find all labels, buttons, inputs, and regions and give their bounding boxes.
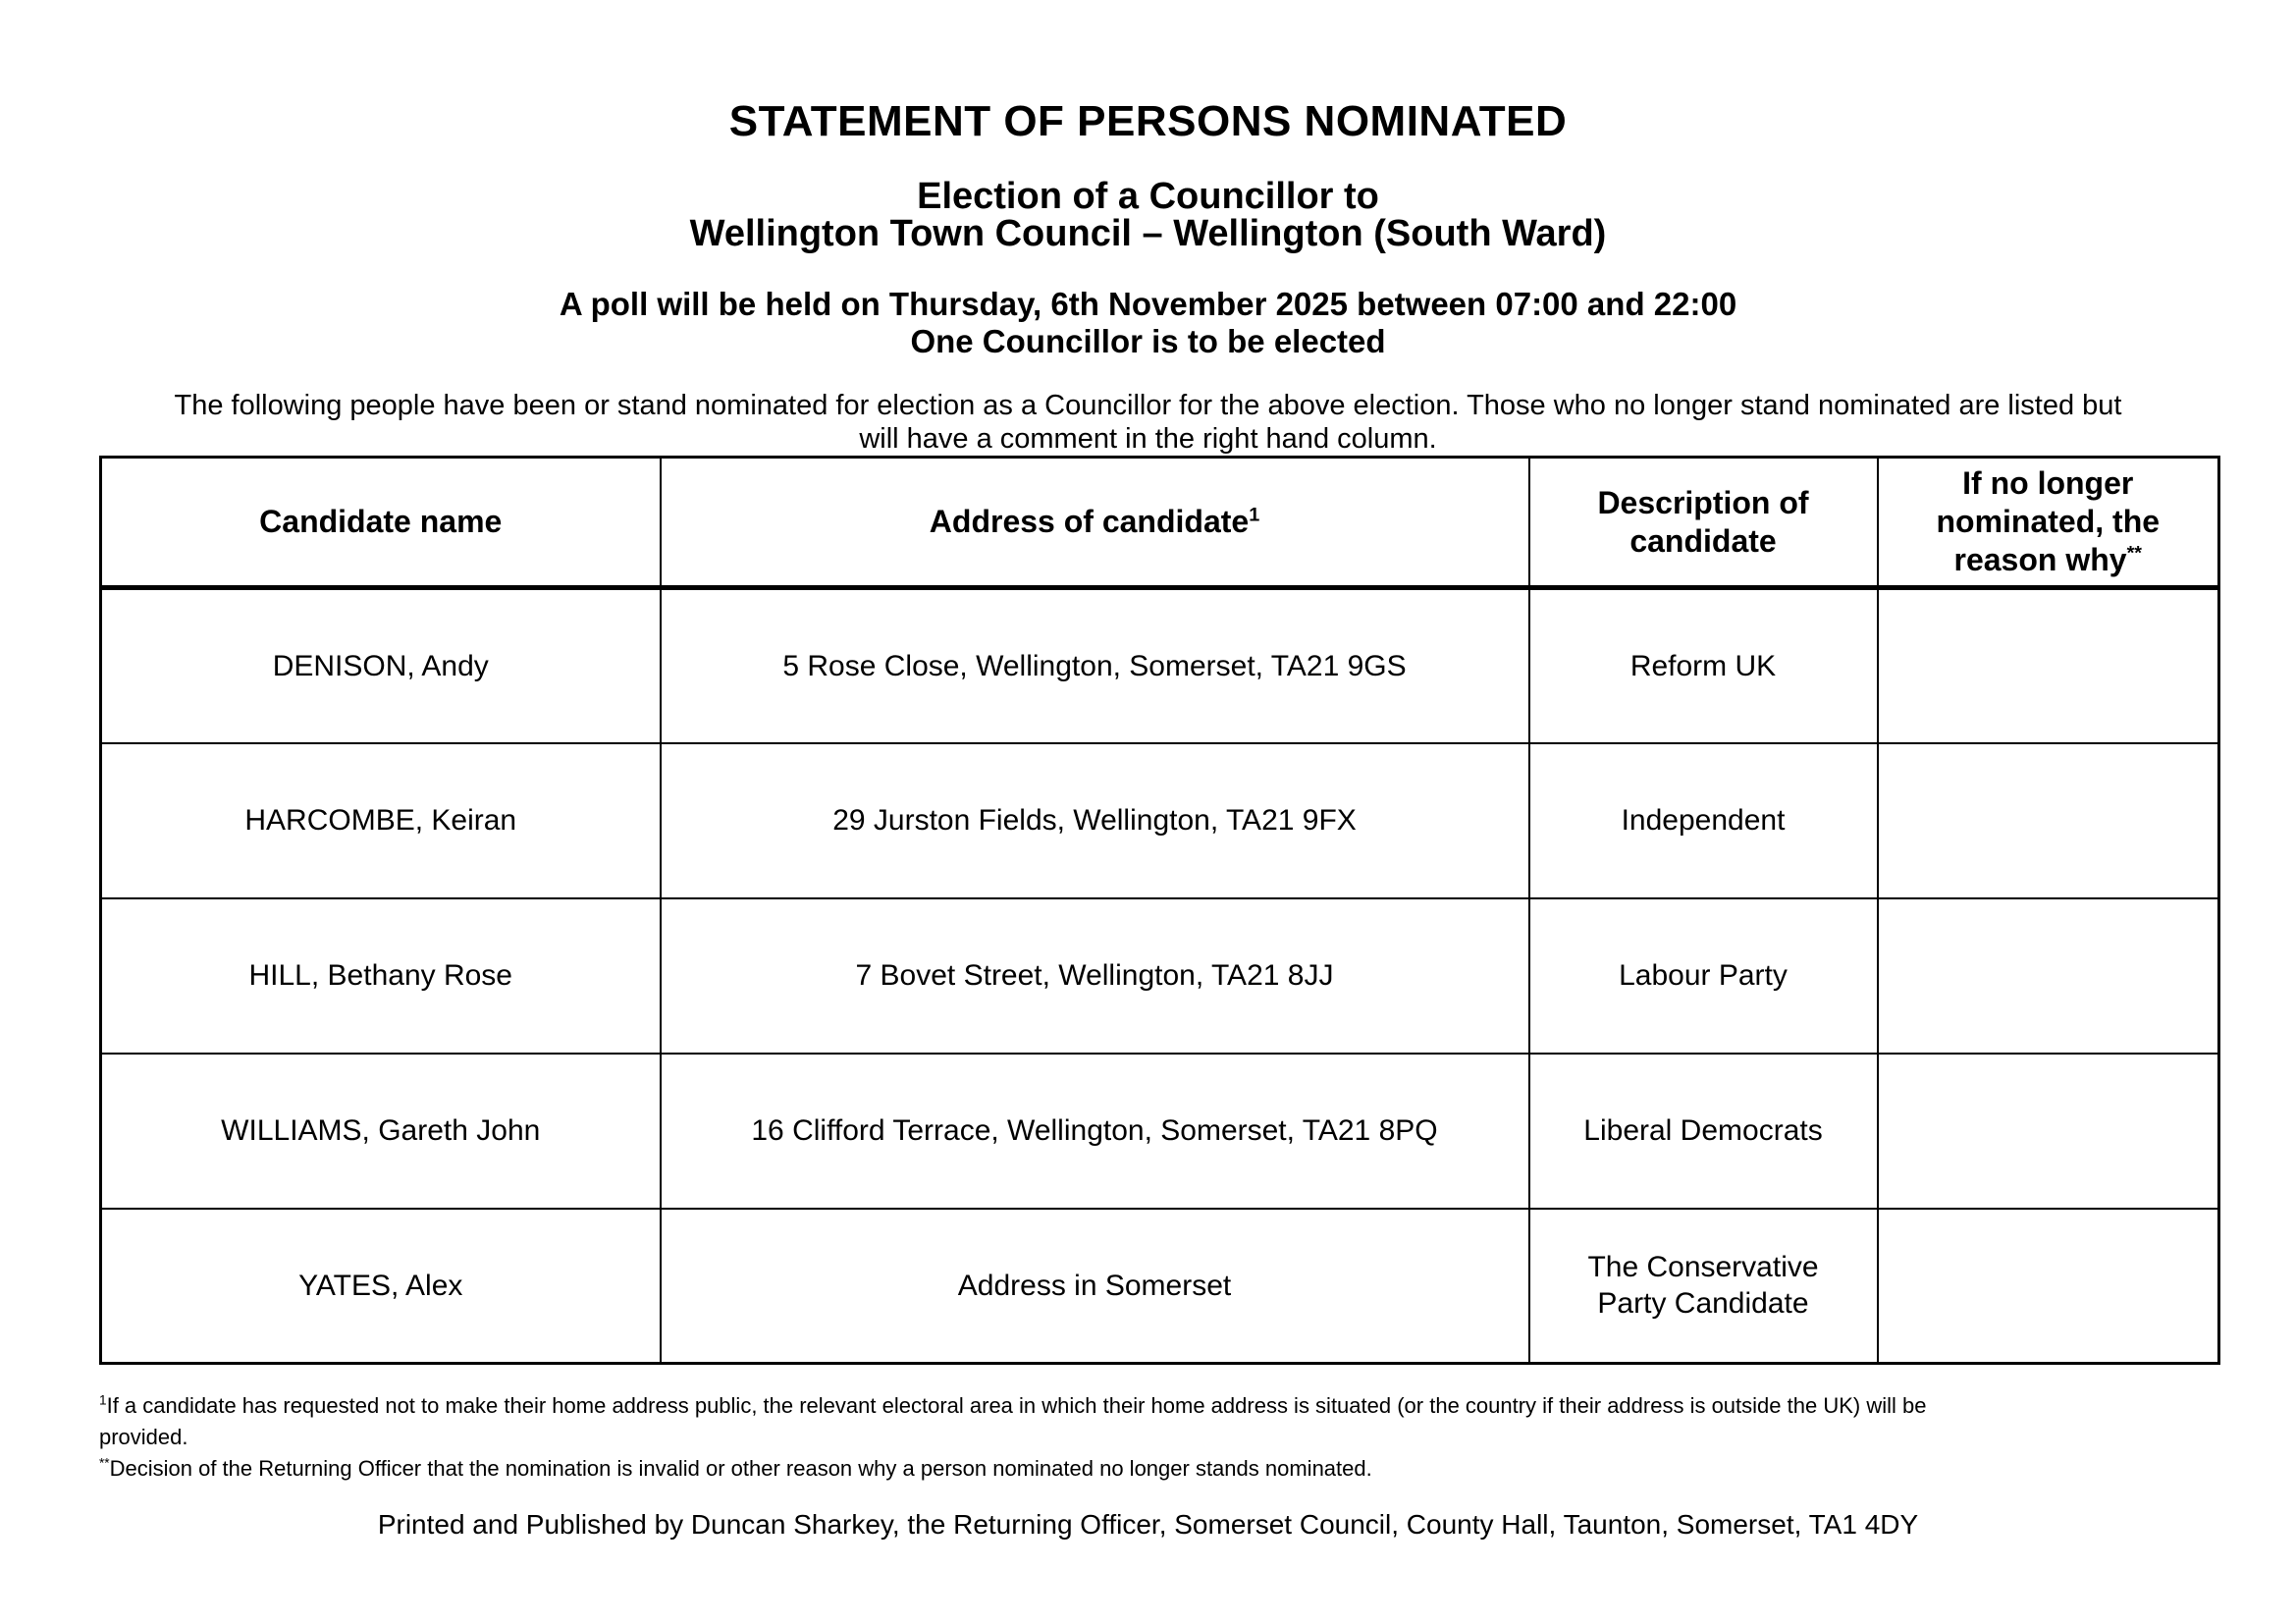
header-address bbox=[661, 458, 1529, 588]
header-candidate-name bbox=[101, 458, 661, 588]
cell-address: 29 Jurston Fields, Wellington, TA21 9FX bbox=[661, 743, 1529, 898]
cell-address: 7 Bovet Street, Wellington, TA21 8JJ bbox=[661, 898, 1529, 1054]
election-line1: Election of a Councillor to bbox=[917, 176, 1379, 217]
header-candidate-name-label: Candidate name bbox=[259, 504, 503, 539]
footnote-reason-text: Decision of the Returning Officer that the nomination is invalid or other reason why a person nominated no longer stands nominated. bbox=[109, 1456, 1372, 1481]
header-address-sup: 1 bbox=[1249, 504, 1260, 526]
poll-notice bbox=[0, 286, 2296, 360]
cell-address: 5 Rose Close, Wellington, Somerset, TA21 9GS bbox=[661, 588, 1529, 743]
footnote-address bbox=[99, 1390, 2249, 1453]
intro-paragraph bbox=[0, 389, 2296, 456]
cell-description-text: Independent bbox=[1621, 804, 1786, 837]
cell-reason bbox=[1878, 898, 2219, 1054]
cell-reason bbox=[1878, 743, 2219, 898]
election-subtitle bbox=[0, 178, 2296, 252]
candidates-table bbox=[99, 456, 2220, 1365]
footnote-reason-marker: ** bbox=[99, 1455, 110, 1471]
footnotes-section bbox=[99, 1390, 2249, 1485]
table-row bbox=[101, 743, 2219, 898]
header-reason-label: If no longer nominated, the reason why bbox=[1936, 465, 2161, 577]
cell-description bbox=[1529, 588, 1878, 743]
cell-description-text: Reform UK bbox=[1629, 649, 1777, 682]
table-row bbox=[101, 588, 2219, 743]
intro-line2: will have a comment in the right hand column. bbox=[859, 423, 1437, 455]
cell-candidate-name: HARCOMBE, Keiran bbox=[101, 743, 661, 898]
cell-description bbox=[1529, 1054, 1878, 1209]
table-row bbox=[101, 1054, 2219, 1209]
table-row bbox=[101, 1209, 2219, 1364]
footnote-reason bbox=[99, 1453, 2249, 1485]
election-line2: Wellington Town Council – Wellington (South Ward) bbox=[689, 213, 1607, 254]
intro-line1: The following people have been or stand nominated for election as a Councillor for the above election. Those who no longer stand nominated are listed but bbox=[174, 390, 2122, 421]
poll-line2: One Councillor is to be elected bbox=[910, 323, 1386, 359]
cell-address: Address in Somerset bbox=[661, 1209, 1529, 1364]
table-row bbox=[101, 898, 2219, 1054]
cell-candidate-name: YATES, Alex bbox=[101, 1209, 661, 1364]
cell-description-text: Labour Party bbox=[1619, 959, 1788, 992]
cell-reason bbox=[1878, 588, 2219, 743]
footnote-address-text: If a candidate has requested not to make their home address public, the relevant electoral area in which their home address is situated (or the country if their address is outside the UK) will be bbox=[106, 1393, 1927, 1418]
header-reason-sup: ** bbox=[2126, 542, 2142, 565]
cell-description-text: The Conservative Party Candidate bbox=[1587, 1251, 1819, 1321]
header-description bbox=[1529, 458, 1878, 588]
cell-description bbox=[1529, 1209, 1878, 1364]
footnote-address-text-line2: provided. bbox=[99, 1425, 188, 1449]
page-title: STATEMENT OF PERSONS NOMINATED bbox=[728, 97, 1568, 145]
cell-description bbox=[1529, 898, 1878, 1054]
cell-candidate-name: WILLIAMS, Gareth John bbox=[101, 1054, 661, 1209]
publisher-line: Printed and Published by Duncan Sharkey, the Returning Officer, Somerset Council, County Hall, Taunton, Somerset, TA1 4DY bbox=[377, 1509, 1919, 1540]
footnote-address-marker: 1 bbox=[99, 1392, 107, 1408]
cell-candidate-name: HILL, Bethany Rose bbox=[101, 898, 661, 1054]
header-address-label: Address of candidate bbox=[929, 504, 1250, 539]
table-header-row bbox=[101, 458, 2219, 588]
cell-reason bbox=[1878, 1209, 2219, 1364]
cell-address: 16 Clifford Terrace, Wellington, Somerset, TA21 8PQ bbox=[661, 1054, 1529, 1209]
cell-description-text: Liberal Democrats bbox=[1583, 1114, 1823, 1147]
cell-candidate-name: DENISON, Andy bbox=[101, 588, 661, 743]
header-reason bbox=[1878, 458, 2219, 588]
cell-description bbox=[1529, 743, 1878, 898]
poll-line1: A poll will be held on Thursday, 6th November 2025 between 07:00 and 22:00 bbox=[559, 286, 1737, 322]
header-description-label: Description of candidate bbox=[1597, 484, 1809, 559]
cell-reason bbox=[1878, 1054, 2219, 1209]
